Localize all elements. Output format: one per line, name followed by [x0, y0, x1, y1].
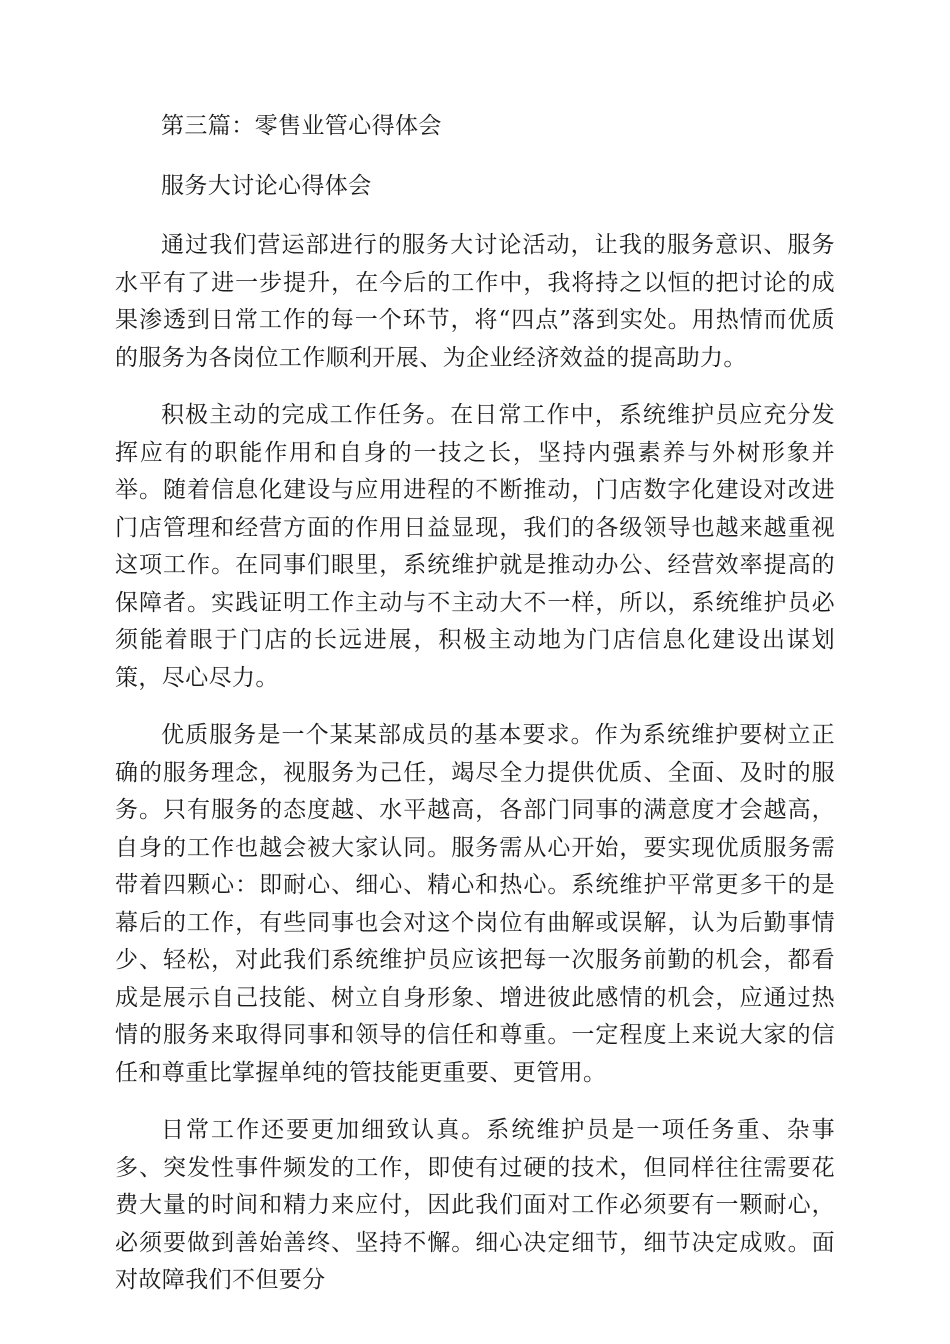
document-page: [115, 108, 835, 1320]
paragraph-3: 优质服务是一个某某部成员的基本要求。作为系统维护要树立正确的服务理念，视服务为己任，竭尽全力提供优质、全面、及时的服务。只有服务的态度越、水平越高，各部门同事的满意度才会越高，自身的工作也越会被大家认同。服务需从心开始，要实现优质服务需带着四颗心：即耐心、细心、精心和热心。系统维护平常更多干的是幕后的工作，有些同事也会对这个岗位有曲解或误解，认为后勤事情少、轻松，对此我们系统维护员应该把每一次服务前勤的机会，都看成是展示自己技能、树立自身形象、增进彼此感情的机会，应通过热情的服务来取得同事和领导的信任和尊重。一定程度上来说大家的信任和尊重比掌握单纯的管技能更重要、更管用。: [115, 722, 835, 1086]
paragraph-1: 通过我们营运部进行的服务大讨论活动，让我的服务意识、服务水平有了进一步提升，在今后的工作中，我将持之以恒的把讨论的成果渗透到日常工作的每一个环节，将“四点”落到实处。用热情而优质的服务为各岗位工作顺利开展、为企业经济效益的提高助力。: [115, 232, 835, 371]
paragraph-2: 积极主动的完成工作任务。在日常工作中，系统维护员应充分发挥应有的职能作用和自身的一技之长，坚持内强素养与外树形象并举。随着信息化建设与应用进程的不断推动，门店数字化建设对改进门店管理和经营方面的作用日益显现，我们的各级领导也越来越重视这项工作。在同事们眼里，系统维护就是推动办公、经营效率提高的保障者。实践证明工作主动与不主动大不一样，所以，系统维护员必须能着眼于门店的长远进展，积极主动地为门店信息化建设出谋划策，尽心尽力。: [115, 402, 835, 691]
document-subtitle: 服务大讨论心得体会: [161, 172, 372, 199]
paragraph-4: 日常工作还要更加细致认真。系统维护员是一项任务重、杂事多、突发性事件频发的工作，即使有过硬的技术，但同样往往需要花费大量的时间和精力来应付，因此我们面对工作必须要有一颗耐心，必须要做到善始善终、坚持不懈。细心决定细节，细节决定成败。面对故障我们不但要分: [115, 1117, 835, 1293]
document-title: 第三篇：零售业管心得体会: [161, 113, 442, 139]
